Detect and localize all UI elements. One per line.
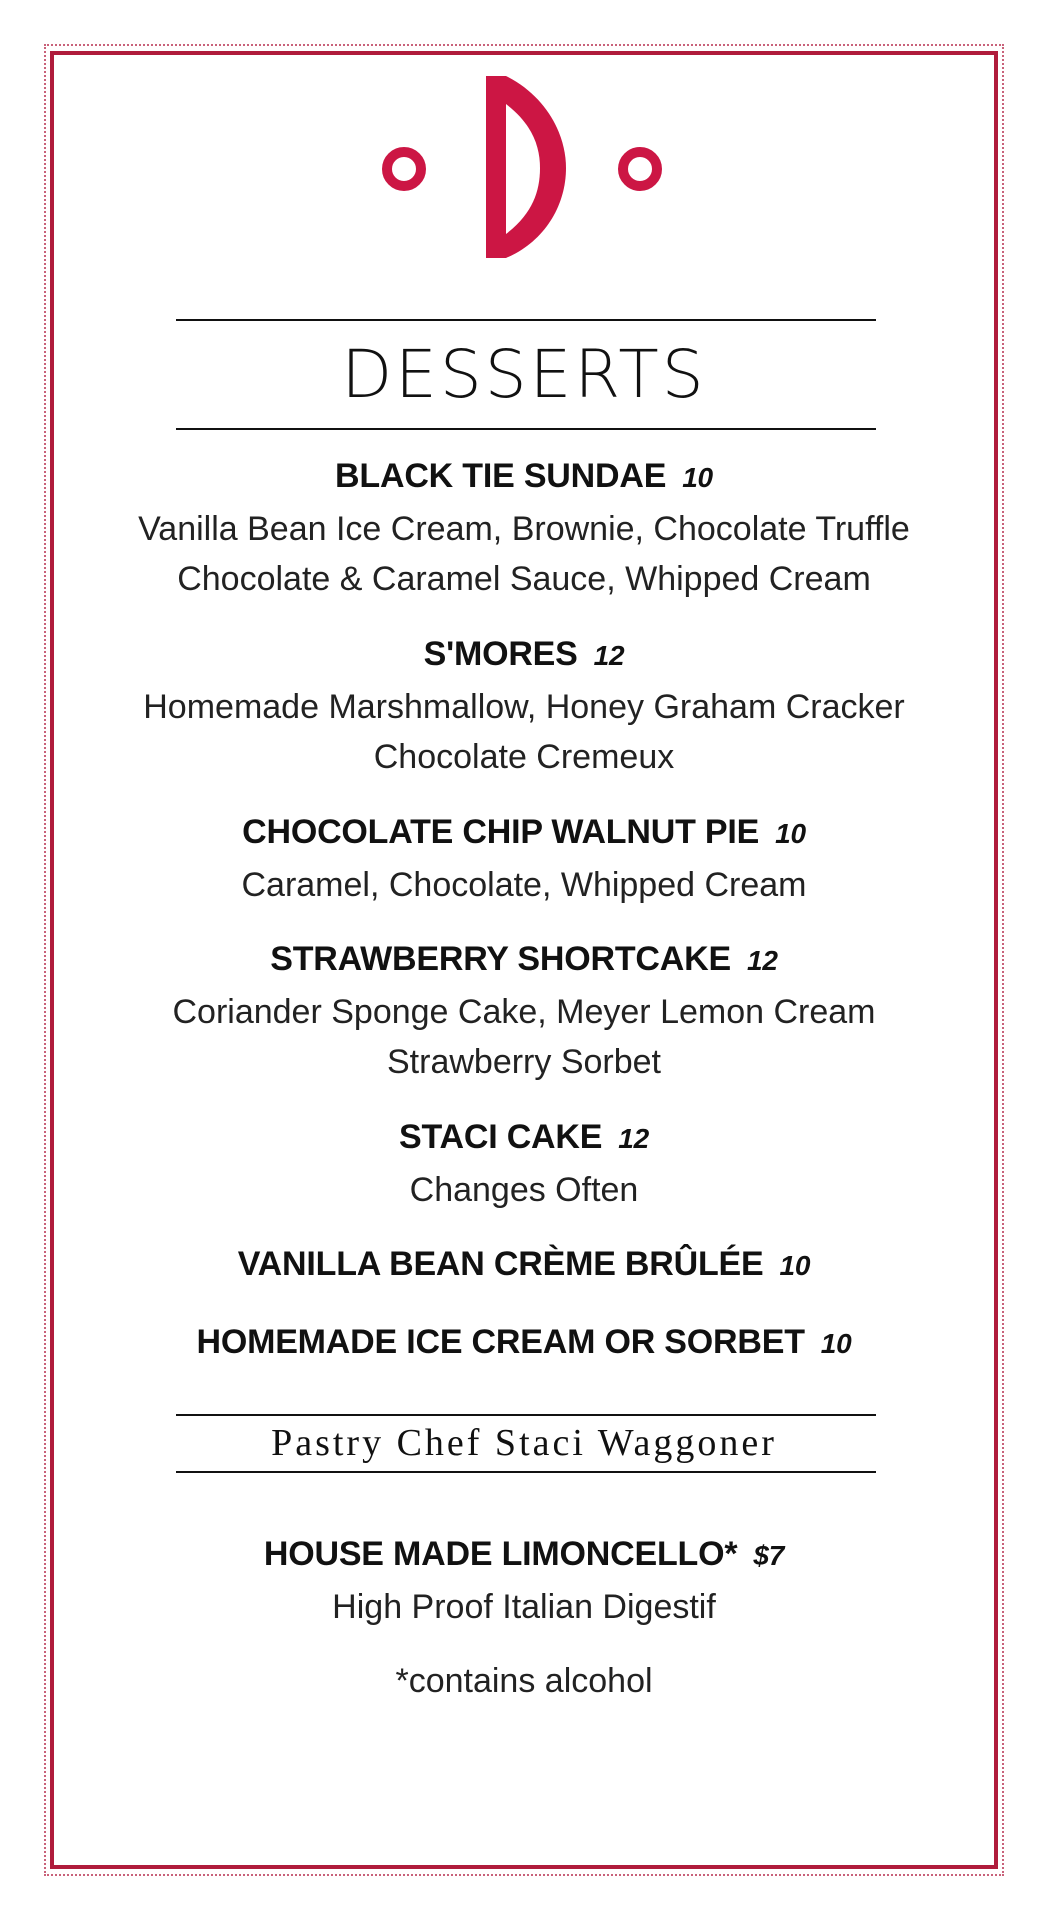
limoncello-price: $7 bbox=[753, 1540, 785, 1571]
menu-item-name: HOMEMADE ICE CREAM OR SORBET 10 bbox=[196, 1323, 852, 1361]
menu-item-price: 10 bbox=[820, 1328, 852, 1359]
menu-item-description: Chocolate & Caramel Sauce, Whipped Cream bbox=[177, 560, 871, 598]
menu-item-name: CHOCOLATE CHIP WALNUT PIE 10 bbox=[242, 813, 806, 851]
menu-item-description: Changes Often bbox=[409, 1171, 639, 1209]
menu-item-description: Homemade Marshmallow, Honey Graham Cracker bbox=[143, 688, 905, 726]
menu-item-price: 12 bbox=[746, 945, 778, 976]
chef-bottom-rule bbox=[176, 1471, 876, 1473]
logo-left-circle bbox=[387, 152, 421, 186]
menu-item-price: 10 bbox=[779, 1250, 811, 1281]
limoncello-item-name: HOUSE MADE LIMONCELLO* $7 bbox=[263, 1535, 785, 1573]
menu-item-description: Strawberry Sorbet bbox=[387, 1043, 661, 1081]
menu-item-description: Coriander Sponge Cake, Meyer Lemon Cream bbox=[172, 993, 876, 1031]
title-bottom-rule bbox=[176, 428, 876, 430]
menu-item-name: BLACK TIE SUNDAE 10 bbox=[335, 457, 713, 495]
page-title: DESSERTS bbox=[341, 336, 707, 413]
menu-item-price: 10 bbox=[775, 818, 806, 849]
logo-right-circle bbox=[623, 152, 657, 186]
menu-item-description: Chocolate Cremeux bbox=[373, 738, 675, 776]
odo-monogram-logo bbox=[374, 74, 674, 260]
menu-item-price: 10 bbox=[682, 462, 713, 493]
menu-item-name: STACI CAKE 12 bbox=[398, 1118, 649, 1156]
alcohol-footnote: *contains alcohol bbox=[395, 1662, 653, 1700]
menu-item-description: Caramel, Chocolate, Whipped Cream bbox=[241, 866, 807, 904]
menu-item-name: S'MORES 12 bbox=[423, 635, 625, 673]
menu-item-name: STRAWBERRY SHORTCAKE 12 bbox=[270, 940, 778, 978]
chef-top-rule bbox=[176, 1414, 876, 1416]
title-top-rule bbox=[176, 319, 876, 321]
menu-item-description: Vanilla Bean Ice Cream, Brownie, Chocolate Truffle bbox=[138, 510, 910, 548]
menu-item-price: 12 bbox=[618, 1123, 649, 1154]
limoncello-description: High Proof Italian Digestif bbox=[332, 1588, 716, 1626]
menu-item-price: 12 bbox=[593, 640, 625, 671]
chef-credit: Pastry Chef Staci Waggoner bbox=[271, 1422, 777, 1464]
menu-item-name: VANILLA BEAN CRÈME BRÛLÉE 10 bbox=[237, 1245, 811, 1283]
